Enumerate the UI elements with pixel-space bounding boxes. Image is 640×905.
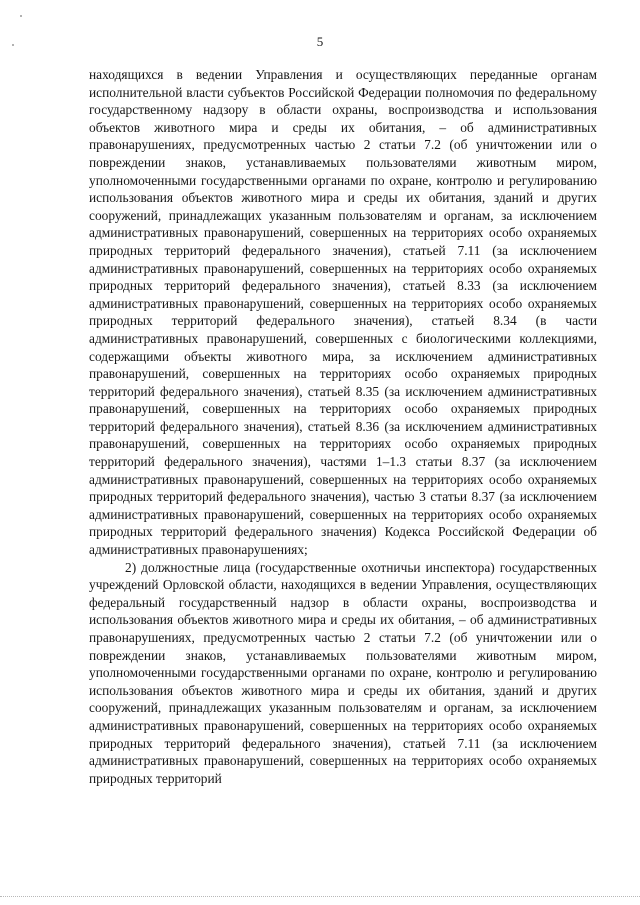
document-body xyxy=(89,66,597,787)
scan-bottom-edge xyxy=(0,896,640,897)
scan-speck xyxy=(20,15,22,17)
paragraph-continuation: находящихся в ведении Управления и осуществляющих переданные органам исполнительной власти субъектов Российской Федерации полномочия по федеральному государственному надзору в области охраны, воспроизводства и использования объектов животного мира и среды их обитания, – об административных правонарушениях, предусмотренных частью 2 статьи 7.2 (об уничтожении или о повреждении знаков, устанавливаемых пользователями животным миром, уполномоченными государственными органами по охране, контролю и регулированию использования объектов животного мира и среды их обитания, зданий и других сооружений, принадлежащих указанным пользователям и органам, за исключением административных правонарушений, совершенных на территориях особо охраняемых природных территорий федерального значения), статьей 7.11 (за исключением административных правонарушений, совершенных на территориях особо охраняемых природных территорий федерального значения), статьей 8.33 (за исключением административных правонарушений, совершенных на территориях особо охраняемых природных территорий федерального значения), статьей 8.34 (в части административных правонарушений, совершенных с биологическими коллекциями, содержащими объекты животного мира, за исключением административных правонарушений, совершенных на территориях особо охраняемых природных территорий федерального значения), статьей 8.35 (за исключением административных правонарушений, совершенных на территориях особо охраняемых природных территорий федерального значения), статьей 8.36 (за исключением административных правонарушений, совершенных на территориях особо охраняемых природных территорий федерального значения), частями 1–1.3 статьи 8.37 (за исключением административных правонарушений, совершенных на территориях особо охраняемых природных территорий федерального значения), частью 3 статьи 8.37 (за исключением административных правонарушений, совершенных на территориях особо охраняемых природных территорий федерального значения) Кодекса Российской Федерации об административных правонарушениях; xyxy=(89,67,597,558)
paragraph-item-2: 2) должностные лица (государственные охотничьи инспектора) государственных учреждений Орловской области, находящихся в ведении Управления, осуществляющих федеральный государственный надзор в области охраны, воспроизводства и использования объектов животного мира и среды их обитания, – об административных правонарушениях, предусмотренных частью 2 статьи 7.2 (об уничтожении или о повреждении знаков, устанавливаемых пользователями животным миром, уполномоченными государственными органами по охране, контролю и регулированию использования объектов животного мира и среды их обитания, зданий и других сооружений, принадлежащих указанным пользователям и органам, за исключением административных правонарушений, совершенных на территориях особо охраняемых природных территорий федерального значения), статьей 7.11 (за исключением административных правонарушений, совершенных на территориях особо охраняемых природных территорий xyxy=(89,559,597,786)
page-number: 5 xyxy=(316,34,324,49)
